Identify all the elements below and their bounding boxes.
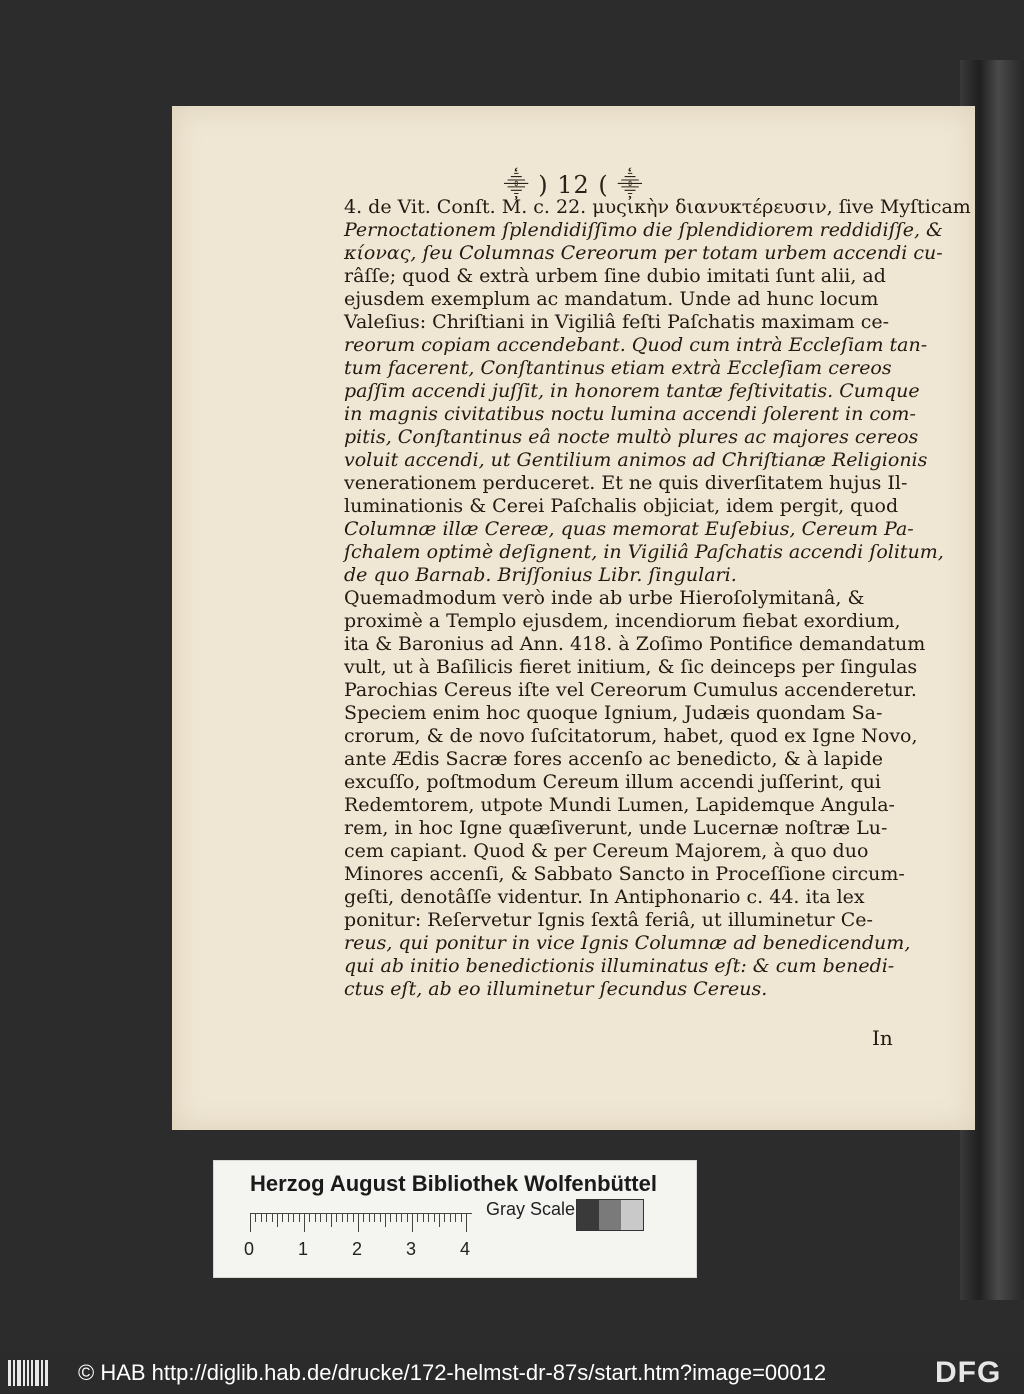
- ruler-tick: [374, 1214, 375, 1222]
- text-line: ponitur: Reſervetur Ignis ſextâ feriâ, ut illuminetur Ce-: [344, 909, 873, 931]
- ruler-tick: [407, 1214, 408, 1222]
- color-calibration-tab: [213, 1160, 697, 1278]
- ruler-number: 3: [406, 1239, 417, 1259]
- ruler-scale: [250, 1213, 472, 1234]
- ruler-tick: [455, 1214, 456, 1222]
- ruler-tick: [288, 1214, 289, 1222]
- text-line: ejusdem exemplum ac mandatum. Unde ad hunc locum: [344, 288, 879, 310]
- ruler-tick: [385, 1214, 386, 1227]
- barcode-icon: [8, 1360, 48, 1386]
- text-line: Minores accenſi, & Sabbato Sancto in Proceſſione circum-: [344, 863, 905, 885]
- text-line: Columnæ illæ Cereæ, quas memorat Euſebius, Cereum Pa-: [344, 518, 914, 540]
- text-line: Parochias Cereus iſte vel Cereorum Cumulus accenderetur.: [344, 679, 917, 701]
- text-line: geſti, denotâſſe videntur. In Antiphonario c. 44. ita lex: [344, 886, 865, 908]
- text-line: proximè a Templo ejusdem, incendiorum fiebat exordium,: [344, 610, 901, 632]
- ruler-number: 1: [298, 1239, 309, 1259]
- text-line: cem capiant. Quod & per Cereum Majorem, à quo duo: [344, 840, 869, 862]
- ruler-tick: [353, 1214, 354, 1222]
- text-line: ctus eſt, ab eo illuminetur ſecundus Cereus.: [344, 978, 768, 1000]
- ruler-tick: [261, 1214, 262, 1222]
- text-line: luminationis & Cerei Paſchalis objiciat, idem pergit, quod: [344, 495, 899, 517]
- ruler-tick: [461, 1214, 462, 1222]
- copyright-link[interactable]: © HAB http://diglib.hab.de/drucke/172-helmst-dr-87s/start.htm?image=00012: [78, 1360, 827, 1385]
- ruler-tick: [369, 1214, 370, 1222]
- text-line: in magnis civitatibus noctu lumina accendi ſolerent in com-: [344, 403, 916, 425]
- ruler-tick: [336, 1214, 337, 1222]
- catchword: In: [872, 1026, 893, 1050]
- text-line: Speciem enim hoc quoque Ignium, Judæis quondam Sa-: [344, 702, 883, 724]
- text-line: ante Ædis Sacræ fores accenſo ac benedicto, & à lapide: [344, 748, 883, 770]
- ruler-tick: [315, 1214, 316, 1222]
- ruler-tick: [434, 1214, 435, 1222]
- library-title: Herzog August Bibliothek Wolfenbüttel: [250, 1171, 657, 1196]
- ruler-tick: [320, 1214, 321, 1222]
- text-line: Pernoctationem ſplendidiſſimo die ſplendidiorem reddidiſſe, &: [344, 219, 943, 241]
- page-header: ⸎ ) 12 ( ⸎: [503, 171, 644, 199]
- text-line: paſſim accendi juſſit, in honorem tantæ feſtivitatis. Cumque: [344, 380, 920, 402]
- text-line: Valeſius: Chriſtiani in Vigiliâ feſti Paſchatis maximam ce-: [344, 311, 889, 333]
- text-line: reorum copiam accendebant. Quod cum intrà Eccleſiam tan-: [344, 334, 928, 356]
- ruler-tick: [342, 1214, 343, 1222]
- gray-swatch: [577, 1200, 599, 1230]
- ruler-tick: [266, 1214, 267, 1222]
- ruler-tick: [309, 1214, 310, 1222]
- gray-swatch: [621, 1200, 643, 1230]
- gray-swatch: [599, 1200, 621, 1230]
- ruler-tick: [326, 1214, 327, 1222]
- text-line: tum facerent, Conſtantinus etiam extrà Eccleſiam cereos: [344, 357, 892, 379]
- ruler-tick: [282, 1214, 283, 1222]
- gray-scale-label: Gray Scale: [486, 1199, 576, 1219]
- text-line: reus, qui ponitur in vice Ignis Columnæ ad benedicendum,: [344, 932, 911, 954]
- ruler-tick: [299, 1214, 300, 1222]
- ruler-tick: [439, 1214, 440, 1227]
- ruler-number: 4: [460, 1239, 471, 1259]
- gray-scale-swatches: [576, 1199, 644, 1231]
- ruler-tick: [390, 1214, 391, 1222]
- ruler-tick: [401, 1214, 402, 1222]
- text-line: Quemadmodum verò inde ab urbe Hieroſolymitanâ, &: [344, 587, 865, 609]
- ruler-tick: [428, 1214, 429, 1222]
- ruler-tick: [412, 1214, 413, 1232]
- text-line: râſſe; quod & extrà urbem ſine dubio imitati ſunt alii, ad: [344, 265, 886, 287]
- viewer-footer: [0, 1352, 1024, 1394]
- ruler-tick: [277, 1214, 278, 1227]
- text-line: vult, ut à Baſilicis fieret initium, & ſic deinceps per ſingulas: [344, 656, 918, 678]
- book-page: [172, 106, 975, 1130]
- text-line: Redemtorem, utpote Mundi Lumen, Lapidemque Angula-: [344, 794, 895, 816]
- text-line: pitis, Conſtantinus eâ nocte multò plures ac majores cereos: [344, 426, 919, 448]
- text-line: voluit accendi, ut Gentilium animos ad Chriſtianæ Religionis: [344, 449, 928, 471]
- text-line: qui ab initio benedictionis illuminatus eſt: & cum benedi-: [344, 955, 895, 977]
- text-line: crorum, & de novo ſuſcitatorum, habet, quod ex Igne Novo,: [344, 725, 918, 747]
- ruler-number: 2: [352, 1239, 363, 1259]
- text-line: ſchalem optimè deſignent, in Vigiliâ Paſchatis accendi ſolitum,: [344, 541, 944, 563]
- ruler-labels: [244, 1239, 504, 1263]
- text-line: excuſſo, poſtmodum Cereum illum accendi juſſerint, qui: [344, 771, 881, 793]
- ruler-tick: [450, 1214, 451, 1222]
- ruler-tick: [347, 1214, 348, 1222]
- dfg-logo: DFG: [935, 1356, 1002, 1389]
- text-line: ita & Baronius ad Ann. 418. à Zoſimo Pontifice demandatum: [344, 633, 926, 655]
- text-line: venerationem perduceret. Et ne quis diverſitatem hujus Il-: [344, 472, 908, 494]
- ruler-tick: [444, 1214, 445, 1222]
- text-line: rem, in hoc Igne quæſiverunt, unde Lucernæ noſtræ Lu-: [344, 817, 888, 839]
- ruler-tick: [250, 1214, 251, 1232]
- ruler-tick: [293, 1214, 294, 1222]
- ruler-tick: [417, 1214, 418, 1222]
- ruler-tick: [363, 1214, 364, 1222]
- ruler-tick: [423, 1214, 424, 1222]
- ruler-tick: [272, 1214, 273, 1222]
- ruler-tick: [331, 1214, 332, 1227]
- ruler-tick: [396, 1214, 397, 1222]
- ruler-tick: [466, 1214, 467, 1232]
- text-line: 4. de Vit. Conſt. M. c. 22. μυςικὴν διανυκτέρευσιν, ſive Myſticam: [344, 196, 971, 218]
- ruler-tick: [304, 1214, 305, 1232]
- ruler-number: 0: [244, 1239, 255, 1259]
- text-line: κίονας, ſeu Columnas Cereorum per totam urbem accendi cu-: [344, 242, 943, 264]
- ruler-tick: [380, 1214, 381, 1222]
- text-line: de quo Barnab. Briſſonius Libr. ſingulari.: [344, 564, 737, 586]
- ruler-tick: [255, 1214, 256, 1222]
- ruler-tick: [358, 1214, 359, 1232]
